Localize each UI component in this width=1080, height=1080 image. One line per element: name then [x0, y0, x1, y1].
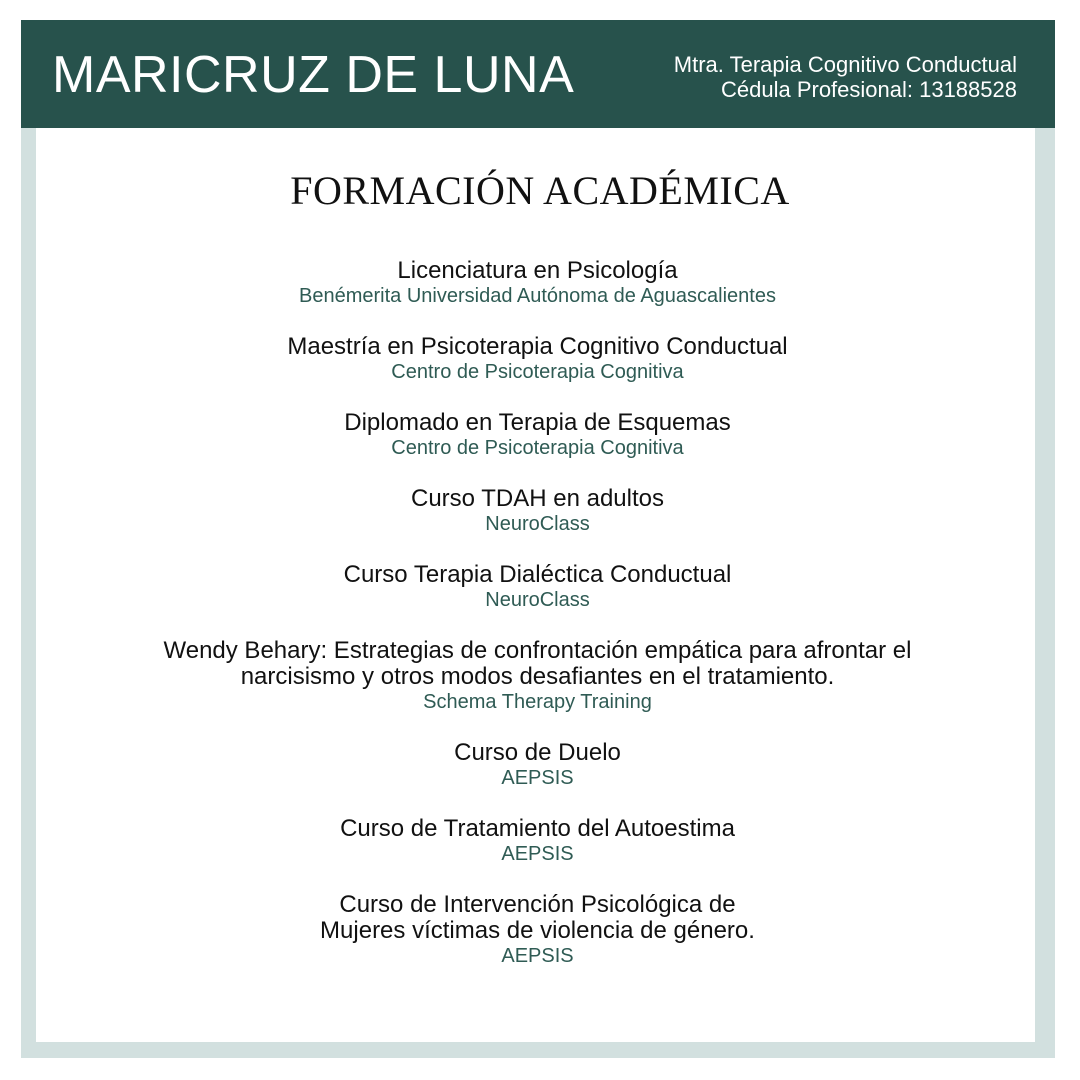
- entry-institution: Schema Therapy Training: [423, 691, 652, 713]
- entry-title: Curso de Duelo: [454, 739, 621, 766]
- entry-title: Maestría en Psicoterapia Cognitivo Conductual: [287, 333, 788, 360]
- education-entry: [0, 562, 1075, 613]
- education-entry: [0, 334, 1075, 385]
- entry-institution: Benémerita Universidad Autónoma de Aguascalientes: [299, 285, 776, 307]
- entry-title-line-1: Curso de Intervención Psicológica de: [339, 891, 736, 918]
- entry-institution: AEPSIS: [501, 843, 574, 865]
- education-entry: [0, 638, 1075, 715]
- education-entry: [0, 740, 1075, 791]
- entry-title: Licenciatura en Psicología: [397, 257, 678, 284]
- entry-institution: NeuroClass: [485, 513, 590, 535]
- degree-text: Mtra. Terapia Cognitivo Conductual: [673, 52, 1017, 77]
- entry-title-line-2: narcisismo y otros modos desafiantes en el tratamiento.: [240, 663, 835, 690]
- entry-institution: Centro de Psicoterapia Cognitiva: [391, 437, 684, 459]
- entry-institution: Centro de Psicoterapia Cognitiva: [391, 361, 684, 383]
- education-entry: [0, 486, 1075, 537]
- license-text: Cédula Profesional: 13188528: [720, 77, 1017, 102]
- entry-institution: AEPSIS: [501, 767, 574, 789]
- education-entry: [0, 892, 1075, 969]
- entry-title: Diplomado en Terapia de Esquemas: [344, 409, 731, 436]
- entry-institution: AEPSIS: [501, 945, 574, 967]
- entry-institution: NeuroClass: [485, 589, 590, 611]
- entry-title-line-1: Wendy Behary: Estrategias de confrontación empática para afrontar el: [163, 637, 912, 664]
- section-title: FORMACIÓN ACADÉMICA: [290, 168, 790, 213]
- header-banner: [21, 20, 1055, 128]
- entry-title: Curso Terapia Dialéctica Conductual: [343, 561, 732, 588]
- person-name: MARICRUZ DE LUNA: [52, 46, 575, 104]
- credentials: [674, 52, 1017, 102]
- entry-title: Curso TDAH en adultos: [410, 485, 664, 512]
- education-entry: [0, 816, 1075, 867]
- education-entry: [0, 410, 1075, 461]
- education-list: [0, 258, 1075, 994]
- entry-title-line-2: Mujeres víctimas de violencia de género.: [320, 917, 755, 944]
- entry-title: Curso de Tratamiento del Autoestima: [340, 815, 735, 842]
- education-entry: [0, 258, 1075, 309]
